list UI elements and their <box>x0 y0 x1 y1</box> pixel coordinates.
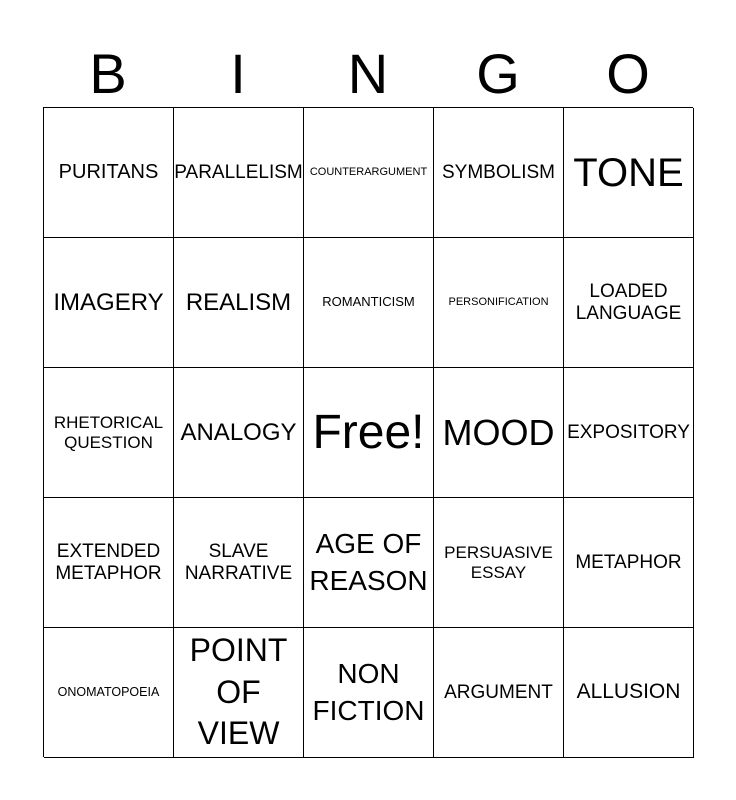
header-letter-i: I <box>230 42 246 105</box>
bingo-cell[interactable]: NON FICTION <box>304 628 434 758</box>
header-letter-n: N <box>347 42 389 105</box>
bingo-grid <box>43 107 693 757</box>
bingo-cell[interactable]: TONE <box>564 108 694 238</box>
bingo-cell[interactable]: ONOMATOPOEIA <box>44 628 174 758</box>
bingo-cell[interactable]: PERSUASIVE ESSAY <box>434 498 564 628</box>
bingo-cell[interactable]: ARGUMENT <box>434 628 564 758</box>
bingo-cell[interactable]: PARALLELISM <box>174 108 304 238</box>
bingo-cell[interactable]: SYMBOLISM <box>434 108 564 238</box>
bingo-cell[interactable]: PURITANS <box>44 108 174 238</box>
bingo-cell[interactable]: RHETORICAL QUESTION <box>44 368 174 498</box>
bingo-cell[interactable]: SLAVE NARRATIVE <box>174 498 304 628</box>
bingo-header <box>43 40 693 108</box>
bingo-cell[interactable]: POINT OF VIEW <box>174 628 304 758</box>
header-letter-b: B <box>89 42 127 105</box>
bingo-cell[interactable]: ALLUSION <box>564 628 694 758</box>
bingo-cell[interactable]: METAPHOR <box>564 498 694 628</box>
bingo-cell[interactable]: PERSONIFICATION <box>434 238 564 368</box>
bingo-cell[interactable]: EXPOSITORY <box>564 368 694 498</box>
bingo-cell[interactable]: IMAGERY <box>44 238 174 368</box>
bingo-cell[interactable]: EXTENDED METAPHOR <box>44 498 174 628</box>
bingo-cell[interactable]: ANALOGY <box>174 368 304 498</box>
free-space-cell[interactable]: Free! <box>304 368 434 498</box>
header-letter-g: G <box>476 42 520 105</box>
header-letter-o: O <box>606 42 650 105</box>
bingo-cell[interactable]: ROMANTICISM <box>304 238 434 368</box>
bingo-cell[interactable]: MOOD <box>434 368 564 498</box>
bingo-cell[interactable]: LOADED LANGUAGE <box>564 238 694 368</box>
bingo-cell[interactable]: COUNTERARGUMENT <box>304 108 434 238</box>
bingo-cell[interactable]: REALISM <box>174 238 304 368</box>
bingo-cell[interactable]: AGE OF REASON <box>304 498 434 628</box>
